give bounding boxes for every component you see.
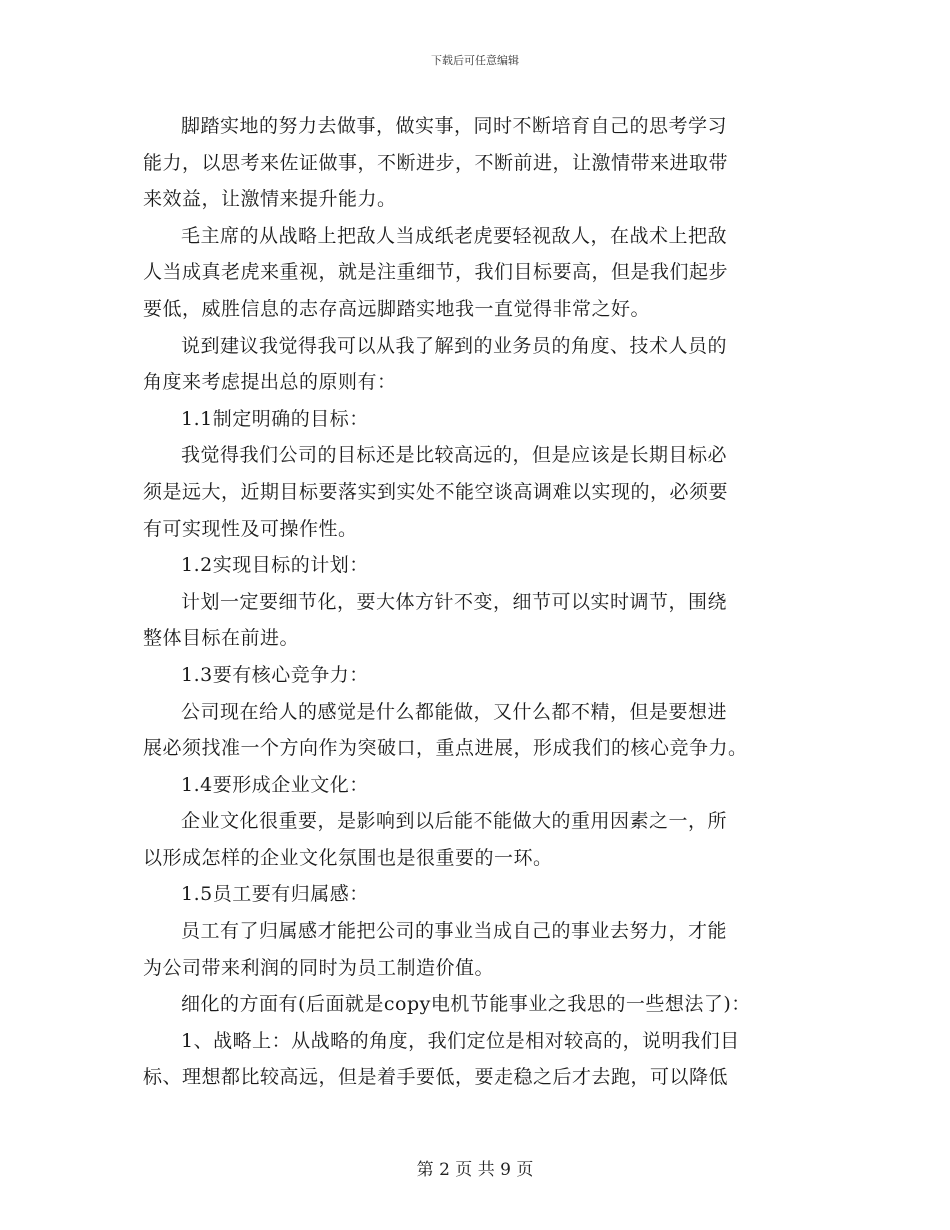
paragraph [143,876,813,913]
text-line: 员工有了归属感才能把公司的事业当成自己的事业去努力，才能 [181,920,728,943]
text-line: 我觉得我们公司的目标还是比较高远的，但是应该是长期目标必 [181,444,728,467]
paragraph [143,694,813,767]
paragraph [143,986,813,1023]
text-line: 有可实现性及可操作性。 [143,517,358,540]
text-line: 角度来考虑提出总的原则有： [143,371,397,394]
text-line: 整体目标在前进。 [143,627,300,650]
text-line: 说到建议我觉得我可以从我了解到的业务员的角度、技术人员的 [181,334,728,357]
paragraph [143,657,813,694]
text-line: 须是远大，近期目标要落实到实处不能空谈高调难以实现的，必须要 [143,480,729,503]
paragraph [143,108,813,218]
text-line: 为公司带来利润的同时为员工制造价值。 [143,956,495,979]
document-body [143,108,813,1096]
text-line: 1.4要形成企业文化： [181,773,369,796]
paragraph [143,218,813,328]
text-line: 1、战略上：从战略的角度，我们定位是相对较高的，说明我们目 [181,1029,740,1052]
text-line: 公司现在给人的感觉是什么都能做，又什么都不精，但是要想进 [181,700,728,723]
paragraph [143,437,813,547]
paragraph [143,401,813,438]
text-line: 脚踏实地的努力去做事，做实事，同时不断培育自己的思考学习 [181,115,728,137]
text-line: 1.1制定明确的目标： [181,407,369,430]
text-line: 1.5员工要有归属感： [181,883,369,906]
paragraph [143,547,813,584]
text-line: 以形成怎样的企业文化氛围也是很重要的一环。 [143,846,553,869]
text-line: 毛主席的从战略上把敌人当成纸老虎要轻视敌人，在战术上把敌 [181,224,728,247]
text-line: 细化的方面有(后面就是copy电机节能事业之我思的一些想法了)： [181,993,751,1016]
text-line: 1.2实现目标的计划： [181,554,369,577]
text-line: 1.3要有核心竞争力： [181,663,369,686]
text-line: 能力，以思考来佐证做事，不断进步，不断前进，让激情带来进取带 [143,151,729,174]
page-footer: 第 2 页 共 9 页 [416,1160,534,1180]
text-line: 展必须找准一个方向作为突破口，重点进展，形成我们的核心竞争力。 [143,737,748,760]
text-line: 要低，威胜信息的志存高远脚踏实地我一直觉得非常之好。 [143,297,651,320]
text-line: 计划一定要细节化，要大体方针不变，细节可以实时调节，围绕 [181,590,728,613]
paragraph [143,803,813,876]
text-line: 人当成真老虎来重视，就是注重细节，我们目标要高，但是我们起步 [143,261,729,284]
paragraph [143,328,813,401]
paragraph [143,913,813,986]
text-line: 来效益，让激情来提升能力。 [143,188,397,211]
paragraph [143,1023,813,1096]
text-line: 标、理想都比较高远，但是着手要低，要走稳之后才去跑，可以降低 [143,1066,729,1089]
paragraph [143,767,813,804]
page-header: 下载后可任意编辑 [431,54,519,67]
text-line: 企业文化很重要，是影响到以后能不能做大的重用因素之一，所 [181,810,728,833]
paragraph [143,584,813,657]
